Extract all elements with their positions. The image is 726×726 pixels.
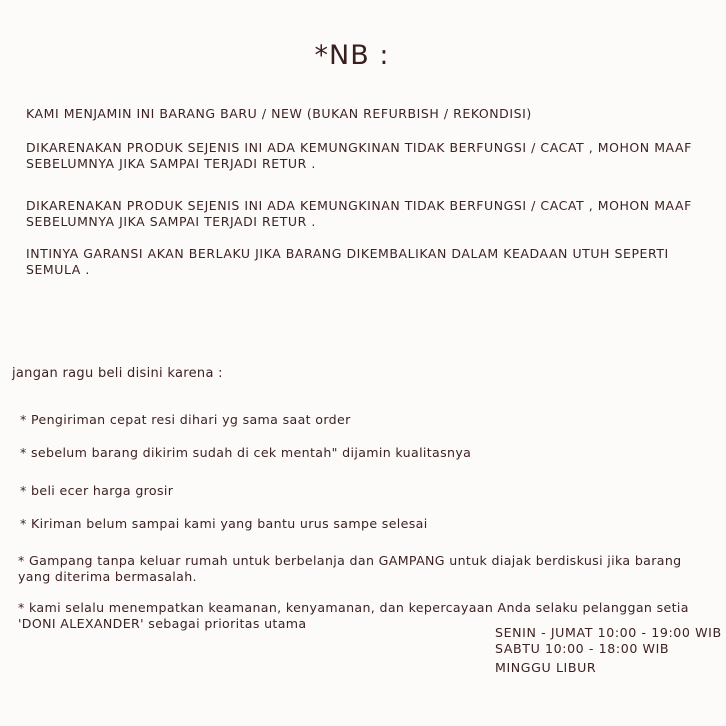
reasons-intro: jangan ragu beli disini karena : [12, 366, 223, 381]
hours-weekdays: SENIN - JUMAT 10:00 - 19:00 WIB [495, 625, 722, 640]
page-title: *NB : [314, 40, 390, 71]
nb-paragraph-defect-notice-repeat: DIKARENAKAN PRODUK SEJENIS INI ADA KEMUNGKINAN TIDAK BERFUNGSI / CACAT , MOHON MAAF SEBELUMNYA JIKA SAMPAI TERJADI RETUR . [26, 198, 692, 229]
hours-sunday: MINGGU LIBUR [495, 660, 597, 672]
nb-paragraph-defect-notice: DIKARENAKAN PRODUK SEJENIS INI ADA KEMUNGKINAN TIDAK BERFUNGSI / CACAT , MOHON MAAF SEBELUMNYA JIKA SAMPAI TERJADI RETUR . [26, 140, 692, 171]
nb-paragraph-warranty: INTINYA GARANSI AKAN BERLAKU JIKA BARANG DIKEMBALIKAN DALAM KEADAAN UTUH SEPERTI SEMULA . [26, 246, 669, 277]
reason-wholesale-price: * beli ecer harga grosir [20, 483, 174, 498]
hours-saturday: SABTU 10:00 - 18:00 WIB [495, 641, 670, 656]
reason-customer-priority: * kami selalu menempatkan keamanan, kenyamanan, dan kepercayaan Anda selaku pelanggan setia 'DONI ALEXANDER' sebagai prioritas utama [18, 600, 689, 631]
reason-fast-shipping: * Pengiriman cepat resi dihari yg sama saat order [20, 412, 351, 427]
reason-easy-shopping: * Gampang tanpa keluar rumah untuk berbelanja dan GAMPANG untuk diajak berdiskusi jika barang yang diterima bermasalah. [18, 553, 682, 584]
reason-quality-check: * sebelum barang dikirim sudah di cek mentah" dijamin kualitasnya [20, 445, 472, 460]
reason-delivery-support: * Kiriman belum sampai kami yang bantu urus sampe selesai [20, 516, 428, 531]
nb-paragraph-new-guarantee: KAMI MENJAMIN INI BARANG BARU / NEW (BUKAN REFURBISH / REKONDISI) [26, 106, 532, 121]
